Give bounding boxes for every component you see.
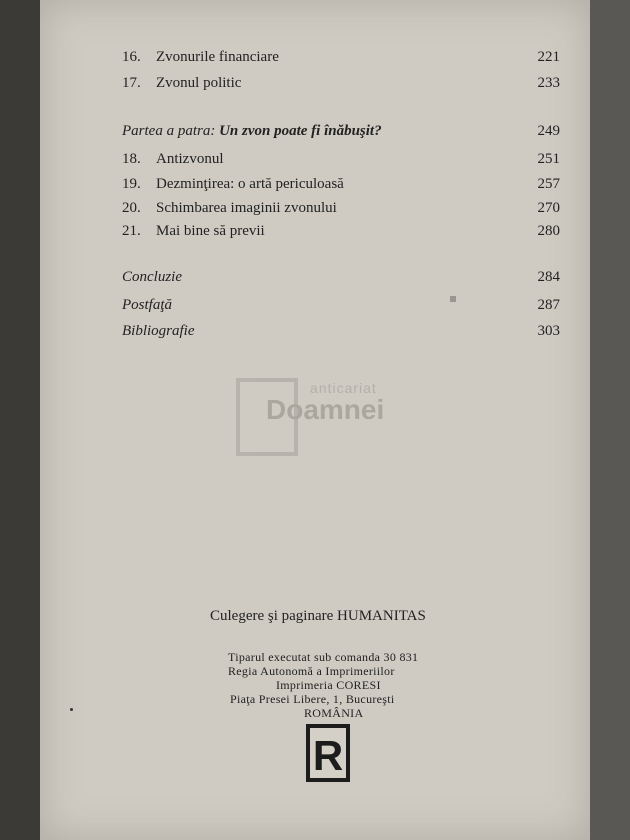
paper-speck: [450, 296, 456, 302]
toc-title: Antizvonul: [156, 151, 224, 167]
printer-line: Piaţa Presei Libere, 1, Bucureşti: [230, 692, 395, 706]
toc-entry: [122, 197, 560, 219]
toc-entry: [122, 46, 560, 68]
toc-title: Zvonul politic: [156, 75, 242, 91]
paper-dot: [70, 708, 73, 711]
colophon-title: Culegere şi paginare HUMANITAS: [210, 608, 426, 624]
toc-number: 17.: [122, 75, 141, 91]
logo-letter: R: [312, 732, 344, 779]
toc-entry: [122, 173, 560, 195]
toc-title: Bibliografie: [122, 323, 195, 339]
page-edge: [590, 0, 630, 840]
toc-part-heading: [122, 120, 560, 142]
watermark-big-text: Doamnei: [266, 394, 385, 425]
toc-entry: [122, 72, 560, 94]
watermark: [236, 378, 406, 458]
toc-entry: [122, 148, 560, 170]
toc-page: 287: [537, 297, 560, 313]
toc-title: Schimbarea imaginii zvonului: [156, 200, 337, 216]
toc-number: 18.: [122, 151, 141, 167]
publisher-logo-icon: [306, 724, 350, 782]
printer-line: ROMÂNIA: [304, 706, 364, 720]
toc-title: Dezminţirea: o artă periculoasă: [156, 176, 344, 192]
printer-line: Imprimeria CORESI: [276, 678, 381, 692]
printer-info: [228, 650, 488, 730]
toc-page: 284: [537, 269, 560, 285]
toc-page: 251: [537, 151, 560, 167]
toc-entry: [122, 294, 560, 316]
toc-page: 270: [537, 200, 560, 216]
toc-title: Postfaţă: [122, 297, 173, 313]
toc-entry: [122, 220, 560, 242]
watermark-small-text: anticariat: [310, 380, 377, 396]
toc-title: Zvonurile financiare: [156, 49, 279, 65]
toc-page: 221: [537, 49, 560, 65]
toc-title: Mai bine să previi: [156, 223, 265, 239]
printer-line: Regia Autonomă a Imprimeriilor: [228, 664, 395, 678]
toc-entry: [122, 320, 560, 342]
toc-entry: [122, 266, 560, 288]
toc-page: 280: [537, 223, 560, 239]
toc-number: 20.: [122, 200, 141, 216]
toc-number: 21.: [122, 223, 141, 239]
toc-number: 19.: [122, 176, 141, 192]
toc-page: 233: [537, 75, 560, 91]
toc-page: 303: [537, 323, 560, 339]
toc-number: 16.: [122, 49, 141, 65]
printer-line: Tiparul executat sub comanda 30 831: [228, 650, 419, 664]
part-title: Un zvon poate fi înăbuşit?: [219, 123, 382, 139]
toc-page: 249: [537, 123, 560, 139]
toc-title: Concluzie: [122, 269, 182, 285]
toc-page: 257: [537, 176, 560, 192]
part-prefix: Partea a patra:: [122, 123, 220, 139]
